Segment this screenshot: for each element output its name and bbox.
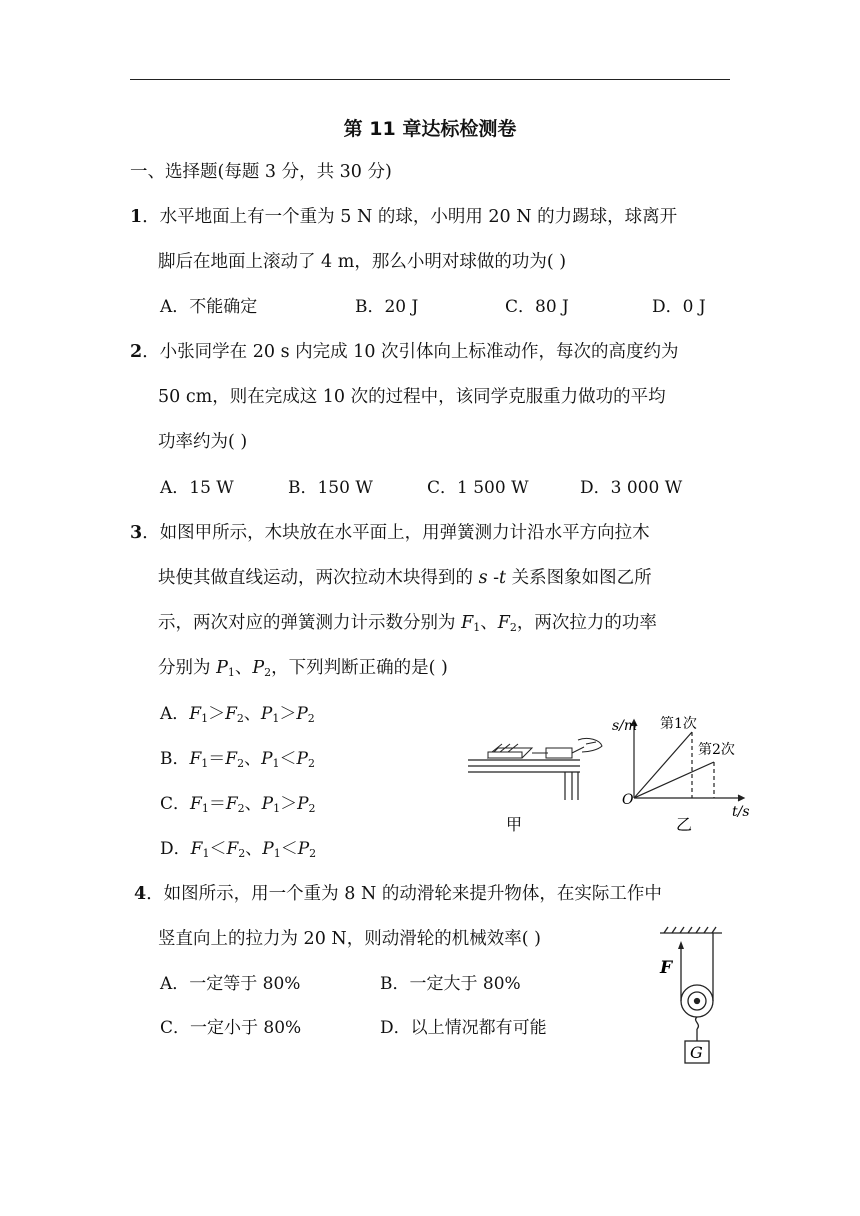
st-graph	[631, 720, 744, 801]
force-label: F	[660, 958, 673, 978]
q2-option-a[interactable]: A．15 W	[160, 478, 234, 498]
q1-option-a[interactable]: A．不能确定	[160, 297, 258, 317]
second-trial-label: 第2次	[698, 742, 735, 758]
q3-option-a[interactable]: A．$F_1>F_2$、$P_1>P_2$	[160, 704, 315, 725]
question-3-text: ．如图甲所示，木块放在水平面上，用弹簧测力计沿水平方向拉木	[142, 523, 650, 543]
q1-option-d[interactable]: D．0 J	[652, 297, 706, 317]
section-heading: 一、选择题(每题 3 分，共 30 分)	[130, 162, 392, 182]
question-3-line-3: 示，两次对应的弹簧测力计示数分别为 $F_1$、$F_2$，两次拉力的功率	[158, 613, 657, 634]
q2-option-b[interactable]: B．150 W	[288, 478, 373, 498]
table-drawing	[468, 760, 580, 800]
origin-label: O	[622, 792, 634, 808]
question-3-line-4: 分别为 $P_1$、$P_2$，下列判断正确的是( )	[158, 658, 448, 679]
line-first-trial	[634, 732, 692, 798]
q1-option-c[interactable]: C．80 J	[505, 297, 569, 317]
first-trial-label: 第1次	[660, 716, 697, 732]
weight-label: G	[690, 1043, 703, 1062]
q3-option-b[interactable]: B．$F_1=F_2$、$P_1<P_2$	[160, 749, 315, 770]
question-3-line-2: 块使其做直线运动，两次拉动木块得到的 s -t 关系图象如图乙所	[158, 568, 652, 588]
wood-block	[488, 744, 532, 758]
question-2-text: ．小张同学在 20 s 内完成 10 次引体向上标准动作，每次的高度约为	[142, 342, 679, 362]
q4-option-b[interactable]: B．一定大于 80%	[380, 974, 521, 994]
q2-option-c[interactable]: C．1 500 W	[427, 478, 529, 498]
y-axis-label: s/m	[612, 718, 638, 734]
question-1-number: 1	[130, 207, 143, 227]
question-4-number: 4	[134, 884, 147, 904]
page-title: 第 11 章达标检测卷	[343, 118, 517, 140]
q1-option-b[interactable]: B．20 J	[355, 297, 419, 317]
question-3-line-1	[130, 521, 650, 545]
ceiling-hatch	[664, 927, 716, 933]
q3-figure	[460, 700, 760, 840]
question-1-line-2: 脚后在地面上滚动了 4 m，那么小明对球做的功为( )	[158, 252, 567, 272]
question-1-line-1	[130, 205, 677, 229]
question-4-line-1	[134, 882, 662, 906]
question-3-number: 3	[130, 523, 143, 543]
spring-scale	[532, 738, 602, 758]
question-1-text: ．水平地面上有一个重为 5 N 的球，小明用 20 N 的力踢球，球离开	[142, 207, 678, 227]
pulley-figure	[650, 925, 730, 1070]
q4-option-a[interactable]: A．一定等于 80%	[160, 974, 301, 994]
question-2-line-2: 50 cm，则在完成这 10 次的过程中，该同学克服重力做功的平均	[158, 387, 666, 407]
q3-option-d[interactable]: D．$F_1<F_2$、$P_1<P_2$	[160, 839, 317, 860]
line-second-trial	[634, 762, 714, 798]
x-axis-label: t/s	[732, 804, 750, 820]
question-2-line-1	[130, 340, 679, 364]
figure-label-jia: 甲	[506, 815, 523, 834]
question-2-number: 2	[130, 342, 143, 362]
question-4-text: ．如图所示，用一个重为 8 N 的动滑轮来提升物体，在实际工作中	[146, 884, 662, 904]
header-rule	[130, 79, 730, 80]
question-2-line-3: 功率约为( )	[158, 432, 248, 452]
q4-option-c[interactable]: C．一定小于 80%	[160, 1018, 302, 1038]
question-4-line-2: 竖直向上的拉力为 20 N，则动滑轮的机械效率( )	[158, 929, 541, 949]
q2-option-d[interactable]: D．3 000 W	[580, 478, 683, 498]
q3-option-c[interactable]: C．$F_1=F_2$、$P_1>P_2$	[160, 794, 316, 815]
figure-label-yi: 乙	[676, 815, 693, 834]
q4-option-d[interactable]: D．以上情况都有可能	[380, 1018, 547, 1038]
force-arrow	[678, 941, 684, 949]
hook	[696, 1017, 699, 1029]
